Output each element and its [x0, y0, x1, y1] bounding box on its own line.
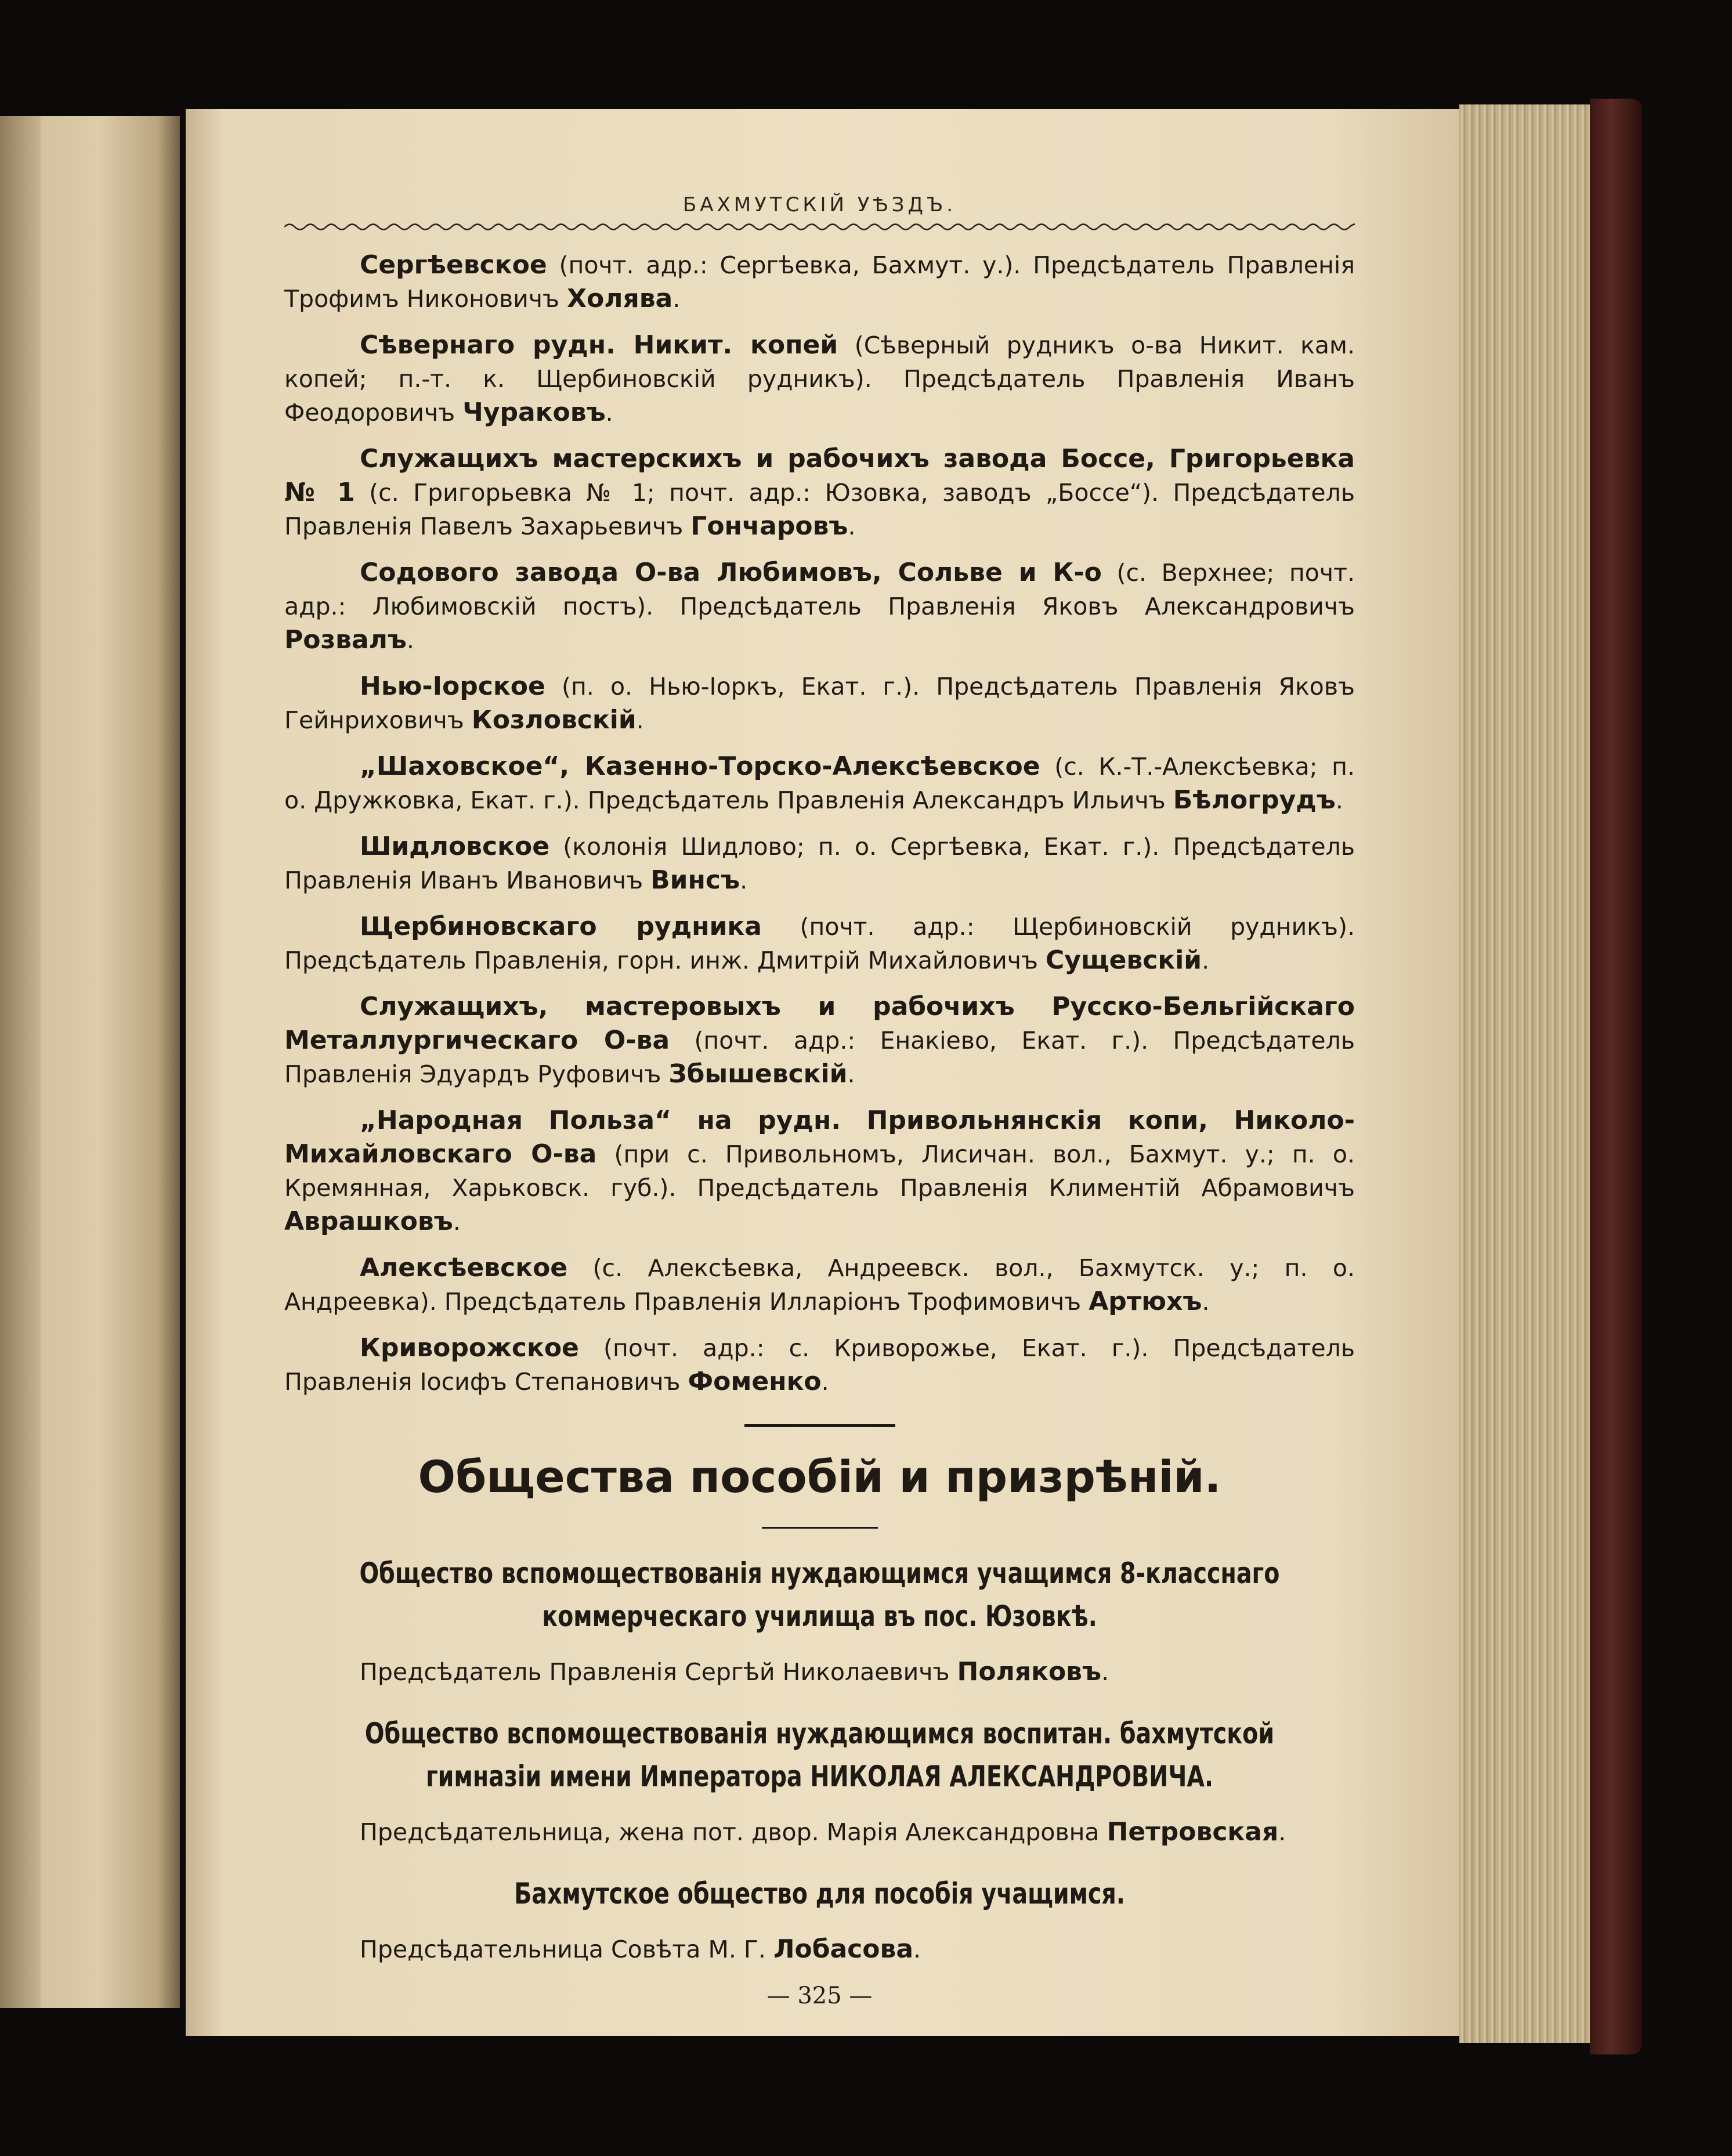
entry-end: . — [453, 1208, 461, 1236]
entry-name: Содового завода О-ва Любимовъ, Сольве и К-о — [360, 558, 1102, 587]
entry-list — [284, 248, 1355, 1399]
entry-person: Холява — [567, 284, 673, 313]
entry-person: Гончаровъ — [690, 511, 848, 541]
entry-name: „Народная Польза“ на рудн. Привольнянскія копи, Николо-Михайловскаго О-ва — [284, 1106, 1355, 1169]
entry-details: (колонія Шидлово; п. о. Сергѣевка, Екат. г.). Предсѣдатель Правленія Иванъ Ивановичъ — [284, 833, 1355, 894]
section-subrule — [762, 1527, 878, 1529]
section-title: Общества пособій и призрѣній. — [418, 1451, 1221, 1503]
entry-end: . — [821, 1368, 829, 1396]
entry-details: (почт. адр.: с. Криворожье, Екат. г.). Предсѣдатель Правленія Іосифъ Степановичъ — [284, 1334, 1355, 1396]
entry-person: Розвалъ — [284, 625, 407, 655]
chair-text: Предсѣдатель Правленія Сергѣй Николаевичъ — [360, 1658, 950, 1686]
entry-name: Нью-Іорское — [360, 671, 545, 701]
chair-text: Предсѣдательница Совѣта М. Г. — [360, 1935, 766, 1963]
entry-name: Алексѣевское — [360, 1253, 568, 1283]
entry-end: . — [847, 1060, 855, 1088]
entry — [284, 910, 1355, 977]
entry-name: Сергѣевское — [360, 250, 547, 280]
chair-end: . — [913, 1935, 921, 1963]
entry-details: (почт. адр.: Енакіево, Екат. г.). Предсѣдатель Правленія Эдуардъ Руфовичъ — [284, 1027, 1355, 1088]
society-title-line: гимназіи имени Императора НИКОЛАЯ АЛЕКСАНДРОВИЧА. — [425, 1760, 1214, 1793]
society-title-line: коммерческаго училища въ пос. Юзовкѣ. — [542, 1599, 1097, 1633]
entry-end: . — [605, 399, 613, 427]
entry-person: Козловскій — [471, 705, 637, 735]
entry-person: Аврашковъ — [284, 1207, 453, 1236]
society-title — [349, 1712, 1291, 1798]
entry-details: (с. К.-Т.-Алексѣевка; п. о. Дружковка, Екат. г.). Предсѣдатель Правленія Александръ Ильичъ — [284, 753, 1355, 814]
entry-person: Артюхъ — [1089, 1287, 1202, 1316]
entry — [284, 328, 1355, 429]
society-title — [349, 1872, 1291, 1915]
entry-details: (почт. адр.: Щербиновскій рудникъ). Предсѣдатель Правленія, горн. инж. Дмитрій Михайловичъ — [284, 913, 1355, 974]
entry — [284, 1331, 1355, 1399]
entry-details: (с. Алексѣевка, Андреевск. вол., Бахмутск. у.; п. о. Андреевка). Предсѣдатель Правленія Илларіонъ Трофимовичъ — [284, 1254, 1355, 1316]
chair-end: . — [1278, 1818, 1286, 1846]
section-rule — [744, 1424, 895, 1427]
society-chair — [284, 1933, 1355, 1966]
left-page-edge — [0, 116, 41, 2008]
entry — [284, 830, 1355, 897]
chair-end: . — [1101, 1658, 1109, 1686]
entry — [284, 442, 1355, 543]
entry-name: „Шаховское“, Казенно-Торско-Алексѣевское — [360, 752, 1040, 781]
entry-name: Шидловское — [360, 832, 550, 861]
society-chair — [284, 1655, 1355, 1689]
entry-details: (почт. адр.: Сергѣевка, Бахмут. у.). Предсѣдатель Правленія Трофимъ Никоновичъ — [284, 251, 1355, 313]
entry — [284, 248, 1355, 316]
page-stack-edge — [1459, 104, 1599, 2043]
chair-name: Лобасова — [773, 1934, 914, 1964]
chair-name: Петровская — [1107, 1817, 1279, 1847]
running-head: БАХМУТСКІЙ УѢЗДЪ. — [682, 193, 957, 216]
entry-end: . — [672, 285, 681, 313]
chair-text: Предсѣдательница, жена пот. двор. Марія Александровна — [360, 1818, 1100, 1846]
society-title-line: Общество вспомоществованія нуждающимся воспитан. бахмутской — [364, 1717, 1275, 1750]
entry-details: (п. о. Нью-Іоркъ, Екат. г.). Предсѣдатель Правленія Яковъ Гейнриховичъ — [284, 673, 1355, 734]
entry — [284, 750, 1355, 817]
chair-name: Поляковъ — [957, 1657, 1102, 1686]
entry-end: . — [1202, 947, 1210, 974]
entry — [284, 990, 1355, 1091]
entry-end: . — [1202, 1288, 1210, 1316]
entry-details: (с. Григорьевка № 1; почт. адр.: Юзовка, заводъ „Боссе“). Предсѣдатель Правленія Павелъ Захарьевичъ — [284, 479, 1355, 540]
entry-name: Щербиновскаго рудника — [360, 912, 762, 941]
society-title-line: Общество вспомоществованія нуждающимся учащимся 8-класснаго — [359, 1556, 1280, 1590]
entry-person: Збышевскій — [668, 1059, 848, 1089]
entry-end: . — [740, 866, 748, 894]
entry-end: . — [848, 512, 856, 540]
page-content — [284, 192, 1355, 2009]
entry-name: Криворожское — [360, 1333, 579, 1363]
entry-person: Сущевскій — [1045, 945, 1202, 975]
entry-person: Бѣлогрудъ — [1173, 785, 1336, 815]
entry — [284, 1104, 1355, 1238]
entry-details: (с. Верхнее; почт. адр.: Любимовскій постъ). Предсѣдатель Правленія Яковъ Александровичъ — [284, 559, 1355, 620]
entry-name: Служащихъ мастерскихъ и рабочихъ завода Боссе, Григорьевка № 1 — [284, 444, 1355, 507]
society-title — [349, 1552, 1291, 1638]
entry-name: Служащихъ, мастеровыхъ и рабочихъ Русско-Бельгійскаго Металлургическаго О-ва — [284, 992, 1355, 1055]
book-cover — [1590, 99, 1642, 2054]
society-title-line: Бахмутское общество для пособія учащимся. — [514, 1877, 1125, 1911]
entry-person: Фоменко — [688, 1367, 822, 1396]
entry-details: (при с. Привольномъ, Лисичан. вол., Бахмут. у.; п. о. Кремянная, Харьковск. губ.). Предсѣдатель Правленія Климентій Абрамовичъ — [284, 1140, 1355, 1202]
entry-end: . — [406, 626, 414, 654]
entry — [284, 556, 1355, 657]
entry-end: . — [1335, 786, 1343, 814]
entry — [284, 1251, 1355, 1319]
entry-person: Чураковъ — [462, 398, 606, 427]
entry — [284, 670, 1355, 737]
wavy-rule — [284, 218, 1355, 236]
page-number: — 325 — — [766, 1982, 873, 2009]
society-chair — [284, 1815, 1355, 1849]
entry-person: Винсъ — [650, 865, 740, 895]
entry-details: (Сѣверный рудникъ о-ва Никит. кам. копей; п.-т. к. Щербиновскій рудникъ). Предсѣдатель Правленія Иванъ Феодоровичъ — [284, 331, 1355, 427]
entry-end: . — [636, 706, 644, 734]
left-page — [0, 116, 180, 2008]
entry-name: Сѣвернаго рудн. Никит. копей — [360, 330, 838, 360]
